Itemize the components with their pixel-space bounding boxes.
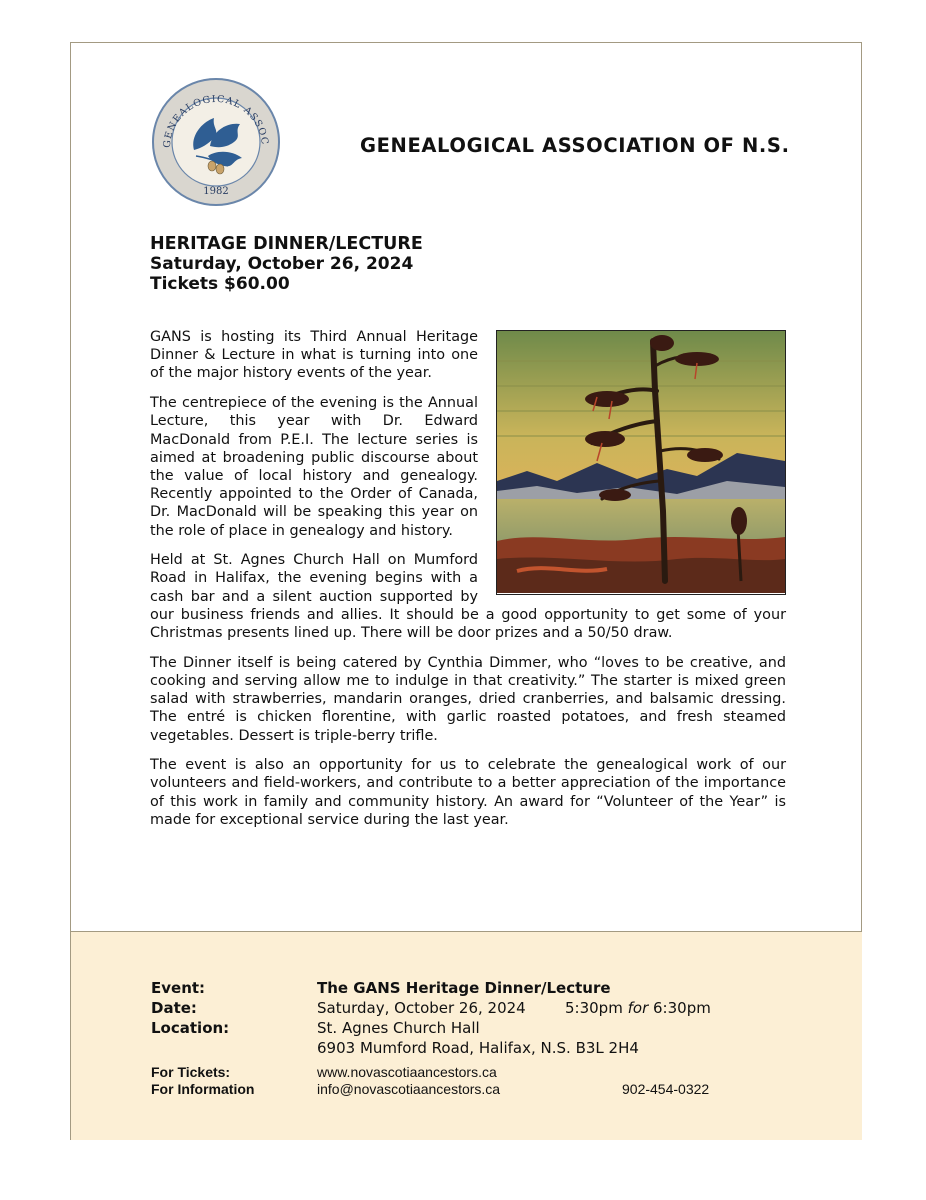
event-title: HERITAGE DINNER/LECTURE — [150, 234, 423, 254]
tickets-website-link[interactable]: www.novascotiaancestors.ca — [317, 1064, 497, 1080]
paragraph-venue: Held at St. Agnes Church Hall on Mumford Road in Halifax, the evening begins with a cash bar and a silent auction supported by our business friends and allies. It should be a good opportunity to get some of your Christmas presents lined up. There will be door prizes and a 50/50 draw. — [150, 552, 786, 642]
location-label: Location: — [151, 1019, 230, 1037]
organization-name: GENEALOGICAL ASSOCIATION OF N.S. — [360, 134, 790, 157]
location-line2: 6903 Mumford Road, Halifax, N.S. B3L 2H4 — [317, 1039, 639, 1057]
time-end: 6:30pm — [653, 999, 711, 1017]
seal-year: 1982 — [203, 186, 229, 197]
information-email-link[interactable]: info@novascotiaancestors.ca — [317, 1081, 501, 1097]
event-description — [150, 328, 786, 841]
date-value: Saturday, October 26, 2024 — [317, 999, 526, 1017]
information-phone: 902-454-0322 — [622, 1081, 710, 1097]
event-heading — [150, 234, 423, 294]
svg-text:GENEALOGICAL ASSOCIATION OF: GENEALOGICAL ASSOC — [161, 93, 271, 149]
event-label: Event: — [151, 979, 206, 997]
time-value — [565, 998, 711, 1018]
tickets-label: For Tickets: — [151, 1064, 231, 1080]
time-start: 5:30pm — [565, 999, 623, 1017]
date-label: Date: — [151, 999, 197, 1017]
location-line1: St. Agnes Church Hall — [317, 1019, 480, 1037]
paragraph-award: The event is also an opportunity for us to celebrate the genealogical work of our volunteers and field-workers, and contribute to a better appreciation of the importance of this work in family and community history. An award for “Volunteer of the Year” is made for exceptional service during the last year. — [150, 757, 786, 828]
event-date-heading: Saturday, October 26, 2024 — [150, 254, 414, 274]
paragraph-lecture: The centrepiece of the evening is the Annual Lecture, this year with Dr. Edward MacDonald from P.E.I. The lecture series is aimed at broadening public discourse about the value of local history and genealogy. Recently appointed to the Order of Canada, Dr. MacDonald will be speaking this year on the role of place in genealogy and history. — [150, 395, 478, 539]
ticket-price: Tickets $60.00 — [150, 274, 290, 294]
time-for: for — [627, 999, 649, 1017]
paragraph-intro: GANS is hosting its Third Annual Heritage Dinner & Lecture in what is turning into one of the major history events of the year. — [150, 329, 478, 382]
association-seal-logo — [150, 76, 282, 208]
jack-pine-painting — [497, 331, 785, 593]
painting-image — [496, 330, 786, 595]
information-label: For Information — [151, 1081, 255, 1097]
event-value: The GANS Heritage Dinner/Lecture — [317, 979, 611, 997]
paragraph-dinner: The Dinner itself is being catered by Cynthia Dimmer, who “loves to be creative, and cooking and serving allow me to indulge in that creativity.” The starter is mixed green salad with strawberries, mandarin oranges, dried cranberries, and balsamic dressing. The entré is chicken florentine, with garlic roasted potatoes, and fresh steamed vegetables. Dessert is triple-berry trifle. — [150, 654, 786, 744]
